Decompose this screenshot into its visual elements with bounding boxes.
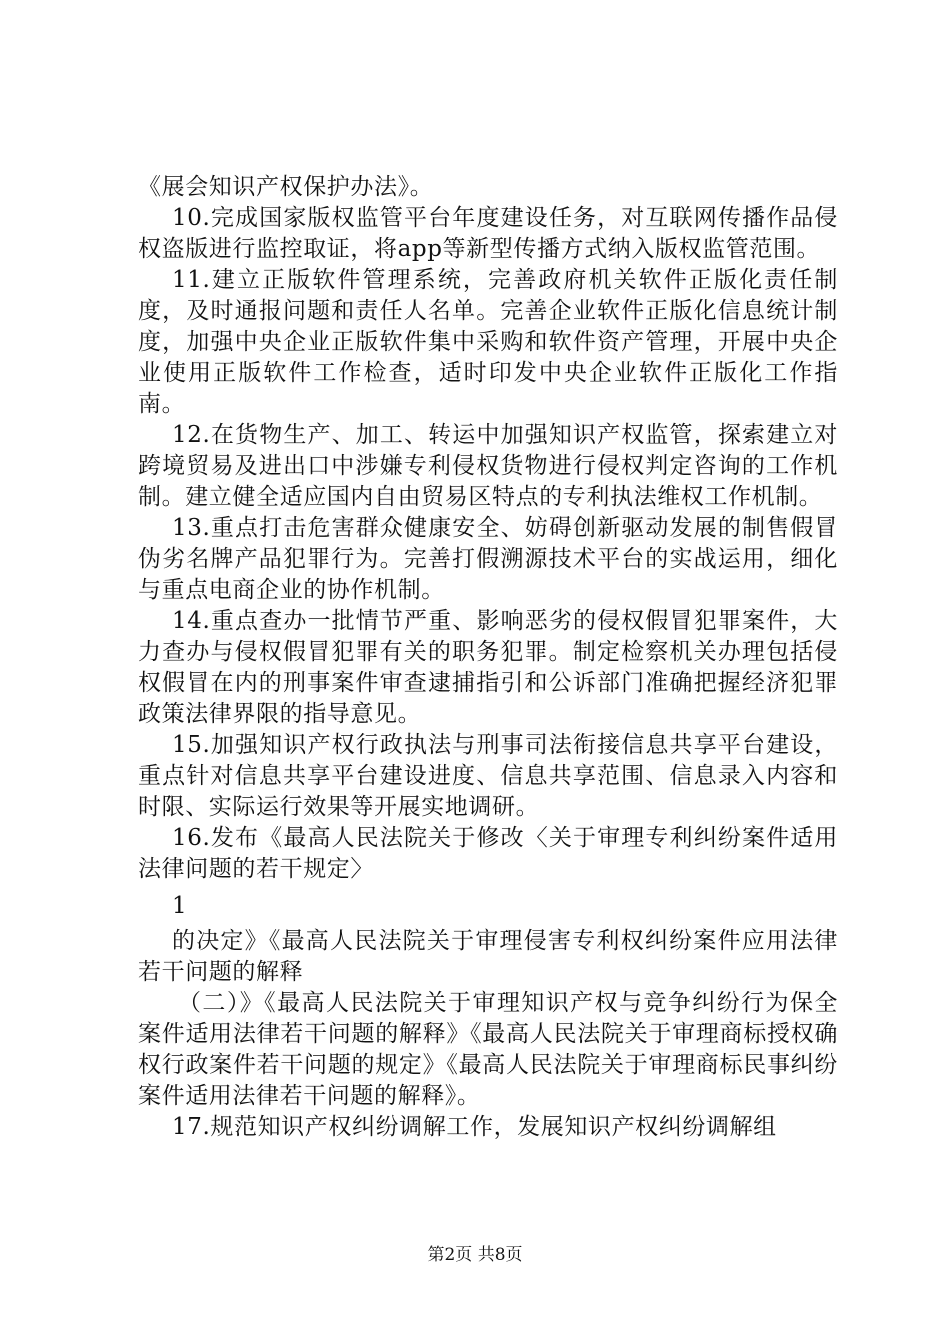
paragraph-item-15: 15.加强知识产权行政执法与刑事司法衔接信息共享平台建设，重点针对信息共享平台建设进度、信息共享范围、信息录入内容和时限、实际运行效果等开展实地调研。 (138, 732, 838, 820)
paragraph-item-16-continued: 的决定》《最高人民法院关于审理侵害专利权纠纷案件应用法律若干问题的解释 (138, 928, 838, 985)
paragraph-item-10: 10.完成国家版权监管平台年度建设任务，对互联网传播作品侵权盗版进行监控取证，将app等新型传播方式纳入版权监管范围。 (138, 205, 838, 262)
paragraph-item-17: 17.规范知识产权纠纷调解工作，发展知识产权纠纷调解组 (172, 1114, 777, 1140)
paragraph-item-14: 14.重点查办一批情节严重、影响恶劣的侵权假冒犯罪案件，大力查办与侵权假冒犯罪有关的职务犯罪。制定检察机关办理包括侵权假冒在内的刑事案件审查逮捕指引和公诉部门准确把握经济犯罪政策法律界限的指导意见。 (138, 608, 838, 727)
inline-page-number: 1 (172, 893, 188, 919)
paragraph-continued-title: 《展会知识产权保护办法》。 (138, 174, 434, 200)
paragraph-item-12: 12.在货物生产、加工、转运中加强知识产权监管，探索建立对跨境贸易及进出口中涉嫌专利侵权货物进行侵权判定咨询的工作机制。建立健全适应国内自由贸易区特点的专利执法维权工作机制。 (138, 422, 838, 510)
paragraph-item-16: 16.发布《最高人民法院关于修改〈关于审理专利纠纷案件适用法律问题的若干规定〉 (138, 825, 838, 882)
paragraph-item-13: 13.重点打击危害群众健康安全、妨碍创新驱动发展的制售假冒伪劣名牌产品犯罪行为。完善打假溯源技术平台的实战运用，细化与重点电商企业的协作机制。 (138, 515, 838, 603)
page-number-label: 第2页 共8页 (427, 1245, 523, 1265)
document-body (138, 172, 838, 1143)
paragraph-item-16-part-two: （二）》《最高人民法院关于审理知识产权与竞争纠纷行为保全案件适用法律若干问题的解释》《最高人民法院关于审理商标授权确权行政案件若干问题的规定》《最高人民法院关于审理商标民事纠纷案件适用法律若干问题的解释》。 (138, 990, 838, 1109)
paragraph-item-11: 11.建立正版软件管理系统，完善政府机关软件正版化责任制度，及时通报问题和责任人名单。完善企业软件正版化信息统计制度，加强中央企业正版软件集中采购和软件资产管理，开展中央企业使用正版软件工作检查，适时印发中央企业软件正版化工作指南。 (138, 267, 838, 417)
page-footer (0, 1245, 950, 1265)
